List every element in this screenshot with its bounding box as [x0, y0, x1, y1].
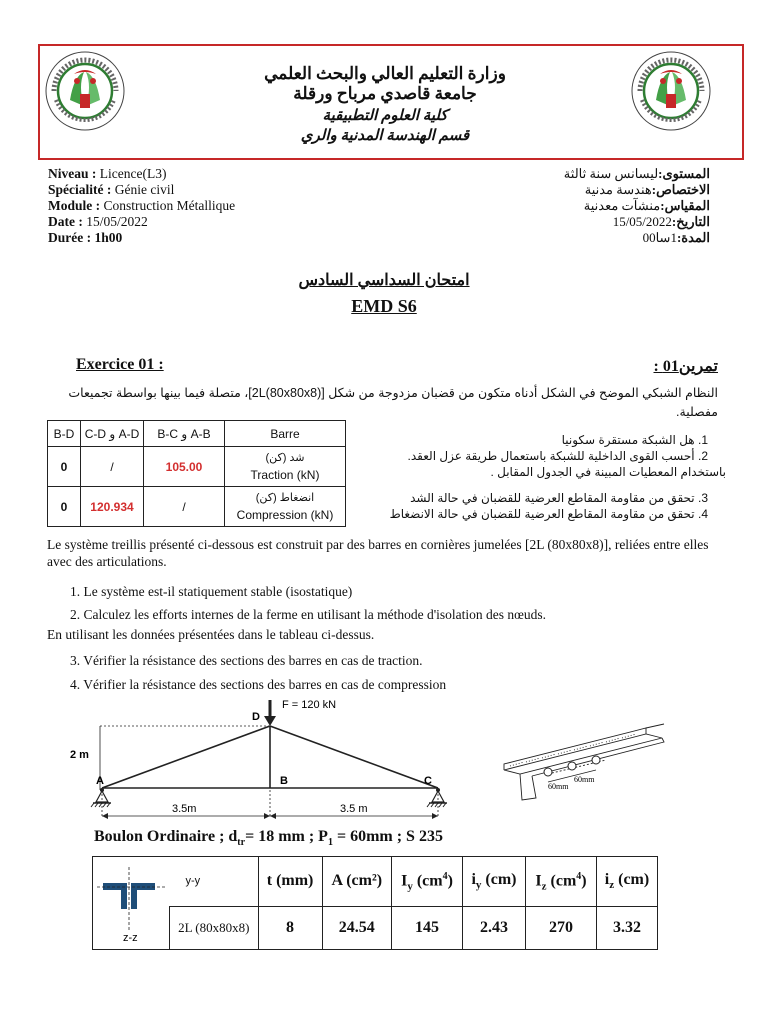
info-date: Date : 15/05/2022: [48, 214, 148, 229]
question-ar-note: باستخدام المعطيات المبينة في الجدول المقابل .: [490, 465, 726, 479]
info-level: Niveau : Licence(L3): [48, 166, 167, 181]
span-left-label: 3.5m: [172, 803, 197, 815]
bar-dc: [270, 726, 438, 788]
question-fr-3: 3. Vérifier la résistance des sections des barres en cas de traction.: [70, 653, 423, 668]
info-ar-level: المستوى:ليسانس سنة ثالثة: [563, 166, 710, 181]
exam-title-arabic: امتحان السداسي السادس: [298, 272, 470, 289]
info-ar-module: المقياس:منشآت معدنية: [583, 198, 710, 213]
head-radius-y: $i_y$ (cm): [463, 857, 526, 907]
head-radius-z: $i_z$ (cm): [597, 857, 658, 907]
question-fr-2: 2. Calculez les efforts internes de la ferme en utilisant la méthode d'isolation des nœuds.: [70, 607, 547, 622]
university-name: جامعة قاصدي مرباح ورقلة: [293, 84, 477, 103]
value-a: 24.54: [322, 906, 391, 949]
support-a: [91, 788, 111, 807]
info-ar-duration: المدة:1سا00: [642, 230, 710, 245]
value-iy: 145: [392, 906, 463, 949]
axis-y-label: y-y: [185, 875, 201, 888]
question-ar-1: 1. هل الشبكة مستقرة سكونيا: [561, 433, 708, 447]
props-values-row: [93, 906, 658, 949]
info-arabic: [510, 166, 710, 246]
angle-bolt-sketch: [496, 712, 676, 802]
info-speciality: Spécialité : Génie civil: [48, 182, 175, 197]
compression-label: انضغاط (كن) Compression (kN): [225, 487, 346, 527]
intro-french: Le système treillis présenté ci-dessous est construit par des barres en cornières jumelées [2L (80x80x8)], reliées entre elles avec des articulations.: [47, 537, 709, 569]
height-label: 2 m: [70, 749, 89, 761]
info-ar-speciality: الاختصاص:هندسة مدنية: [584, 182, 710, 197]
traction-ad-cd: /: [81, 447, 144, 487]
forces-table: [47, 420, 346, 527]
university-logo-left: [44, 50, 126, 137]
compression-row: [48, 487, 346, 527]
axis-y-cell: [170, 857, 259, 907]
bolt-hole-3: [592, 756, 600, 764]
axis-z-label: z-z: [123, 932, 138, 944]
section-properties-table: [92, 856, 658, 950]
bolt-specification: Boulon Ordinaire ; $d_{tr}= 18$ mm ; $P_1 = 60mm$ ; S 235: [94, 828, 443, 849]
compression-ab-bc: /: [144, 487, 225, 527]
section-name: 2L (80x80x8): [170, 906, 259, 949]
ministry-name: وزارة التعليم العالي والبحث العلمي: [264, 64, 506, 83]
section-sketch-cell: [93, 857, 170, 950]
questions-french-2: [70, 649, 730, 697]
col-ab-bc: A-B و B-C: [144, 421, 225, 447]
info-duration: Durée : 1h00: [48, 230, 123, 245]
department-name: قسم الهندسة المدنية والري: [300, 128, 470, 144]
question-fr-1: 1. Le système est-il statiquement stable (isostatique): [70, 584, 353, 599]
head-t: t (mm): [258, 857, 322, 907]
forces-table-header: [48, 421, 346, 447]
traction-ab-bc: 105.00: [144, 447, 225, 487]
span-right-label: 3.5 m: [340, 803, 368, 815]
col-barre: Barre: [225, 421, 346, 447]
truss-diagram: [60, 694, 460, 822]
force-label: F = 120 kN: [282, 699, 337, 711]
pitch-label-2: 60mm: [574, 775, 595, 784]
exercise-heading-ar: تمرين01 :: [653, 358, 718, 375]
university-logo-right: [630, 50, 712, 137]
question-fr-4: 4. Vérifier la résistance des sections des barres en cas de compression: [70, 677, 447, 692]
head-a: A (cm²): [322, 857, 391, 907]
value-t: 8: [258, 906, 322, 949]
compression-bd: 0: [48, 487, 81, 527]
info-module: Module : Construction Métallique: [48, 198, 236, 213]
intro-arabic: النظام الشبكي الموضح في الشكل أدناه متكون من قضبان مزدوجة من شكل [2L(80x80x8)]، متصلة فيما بينها بواسطة تجميعات مفصلية.: [68, 386, 718, 419]
traction-row: [48, 447, 346, 487]
double-angle-icon: [93, 857, 169, 949]
info-ar-date: التاريخ:15/05/2022: [612, 214, 710, 229]
compression-ad-cd: 120.934: [81, 487, 144, 527]
traction-bd: 0: [48, 447, 81, 487]
props-header-row: [93, 857, 658, 907]
bolt-hole-1: [544, 768, 552, 776]
exam-title: EMD S6: [351, 296, 417, 316]
col-bd: B-D: [48, 421, 81, 447]
head-iz: $I_z$ $(cm^4)$: [526, 857, 597, 907]
node-a-label: A: [96, 775, 104, 787]
info-french: [48, 166, 235, 246]
question-ar-2: 2. أحسب القوى الداخلية للشبكة باستعمال طريقة عزل العقد.: [407, 449, 708, 463]
exercise-heading-fr: Exercice 01 :: [76, 356, 164, 373]
questions-arabic: [368, 432, 726, 522]
support-c: [427, 788, 447, 807]
question-ar-3: 3. تحقق من مقاومة المقاطع العرضية للقضبان في حالة الشد: [410, 491, 708, 505]
intro-french-2: En utilisant les données présentées dans le tableau ci-dessus.: [47, 627, 375, 642]
faculty-name: كلية العلوم التطبيقية: [322, 108, 448, 124]
pitch-label-1: 60mm: [548, 782, 569, 791]
node-b-label: B: [280, 775, 288, 787]
question-ar-4: 4. تحقق من مقاومة المقاطع العرضية للقضبان في حالة الانضغاط: [389, 507, 708, 521]
head-iy: $I_y$ $(cm^4)$: [392, 857, 463, 907]
col-ad-cd: A-D و C-D: [81, 421, 144, 447]
value-radius-y: 2.43: [463, 906, 526, 949]
value-iz: 270: [526, 906, 597, 949]
bolt-hole-2: [568, 762, 576, 770]
questions-french: [70, 580, 730, 626]
bar-ad: [102, 726, 270, 788]
node-d-label: D: [252, 711, 260, 723]
value-radius-z: 3.32: [597, 906, 658, 949]
node-c-label: C: [424, 775, 432, 787]
traction-label: شد (كن) Traction (kN): [225, 447, 346, 487]
